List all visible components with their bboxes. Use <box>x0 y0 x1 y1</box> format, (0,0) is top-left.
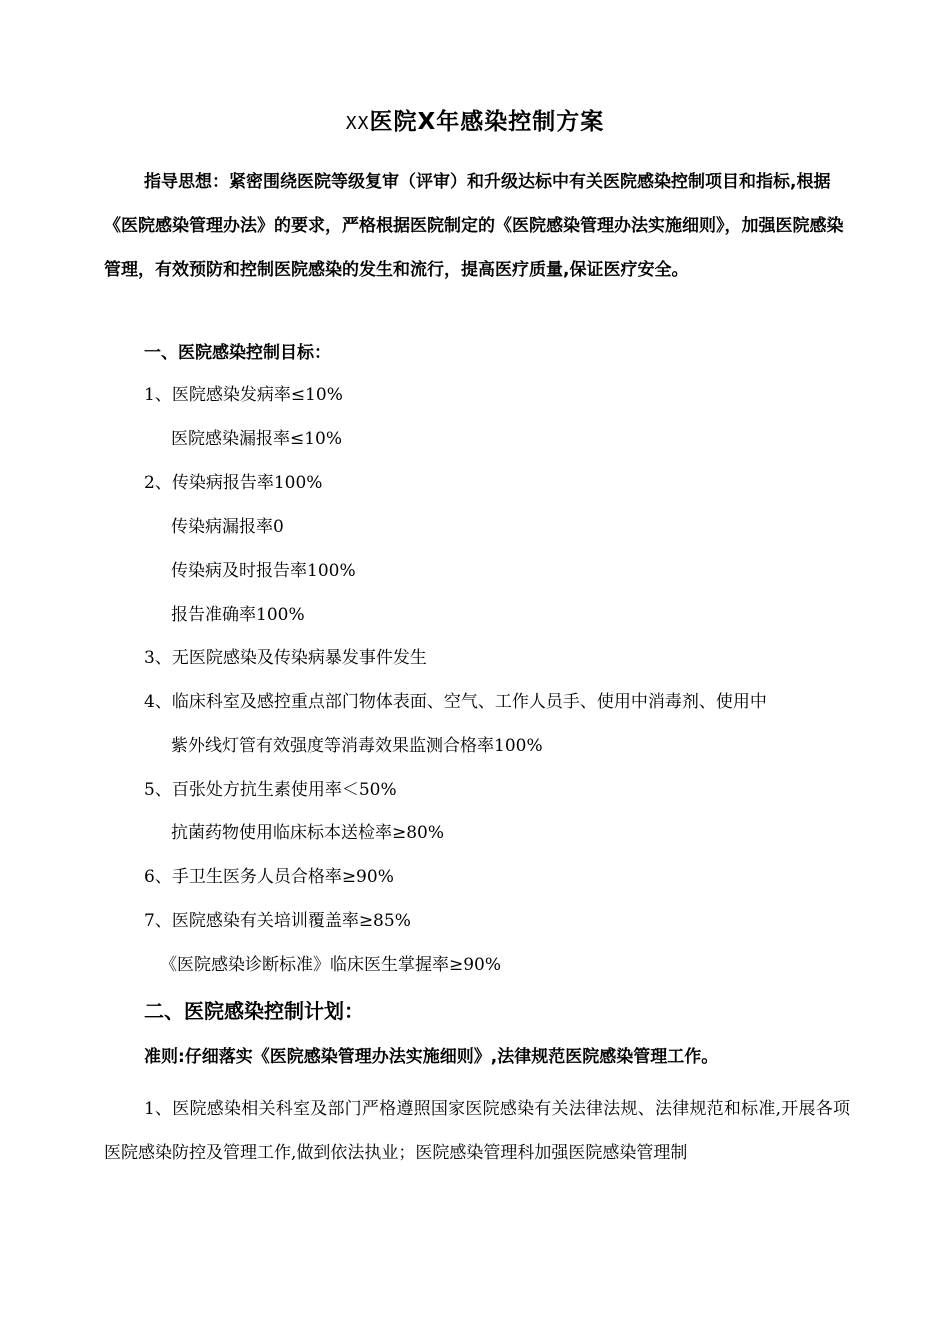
target-item: 紫外线灯管有效强度等消毒效果监测合格率100% <box>171 736 543 756</box>
target-item: 医院感染漏报率≤10% <box>171 429 343 449</box>
target-item: 4、临床科室及感控重点部门物体表面、空气、工作人员手、使用中消毒剂、使用中 <box>144 692 767 712</box>
target-item: 传染病漏报率0 <box>171 517 284 537</box>
plan-paragraph: 1、医院感染相关科室及部门严格遵照国家医院感染有关法律法规、法律规范和标准,开展各项医院感染防控及管理工作,做到依法执业；医院感染管理科加强医院感染管理制 <box>104 1099 850 1163</box>
target-item: 《医院感染诊断标准》临床医生掌握率≥90% <box>160 955 502 975</box>
section-heading-targets: 一、医院感染控制目标： <box>144 343 331 363</box>
target-item: 报告准确率100% <box>171 605 305 625</box>
title-prefix: XX <box>345 113 370 134</box>
target-item: 1、医院感染发病率≤10% <box>144 385 343 405</box>
section-heading-plan: 二、医院感染控制计划： <box>144 999 364 1023</box>
guiding-principle-paragraph: 指导思想：紧密围绕医院等级复审（评审）和升级达标中有关医院感染控制项目和指标,根据《医院感染管理办法》的要求，严格根据医院制定的《医院感染管理办法实施细则》，加强医院感染管理，有效预防和控制医院感染的发生和流行，提高医疗质量,保证医疗安全。 <box>104 172 844 280</box>
target-item: 3、无医院感染及传染病暴发事件发生 <box>144 648 427 668</box>
target-item: 5、百张处方抗生素使用率＜50% <box>144 780 397 800</box>
title-main: 医院X年感染控制方案 <box>369 109 605 135</box>
document-title <box>0 104 950 142</box>
target-item: 2、传染病报告率100% <box>144 473 323 493</box>
target-item: 抗菌药物使用临床标本送检率≥80% <box>171 823 445 843</box>
target-item: 6、手卫生医务人员合格率≥90% <box>144 867 394 887</box>
target-item: 传染病及时报告率100% <box>171 561 356 581</box>
target-item: 7、医院感染有关培训覆盖率≥85% <box>144 911 411 931</box>
plan-principle: 准则:仔细落实《医院感染管理办法实施细则》,法律规范医院感染管理工作。 <box>144 1047 719 1067</box>
